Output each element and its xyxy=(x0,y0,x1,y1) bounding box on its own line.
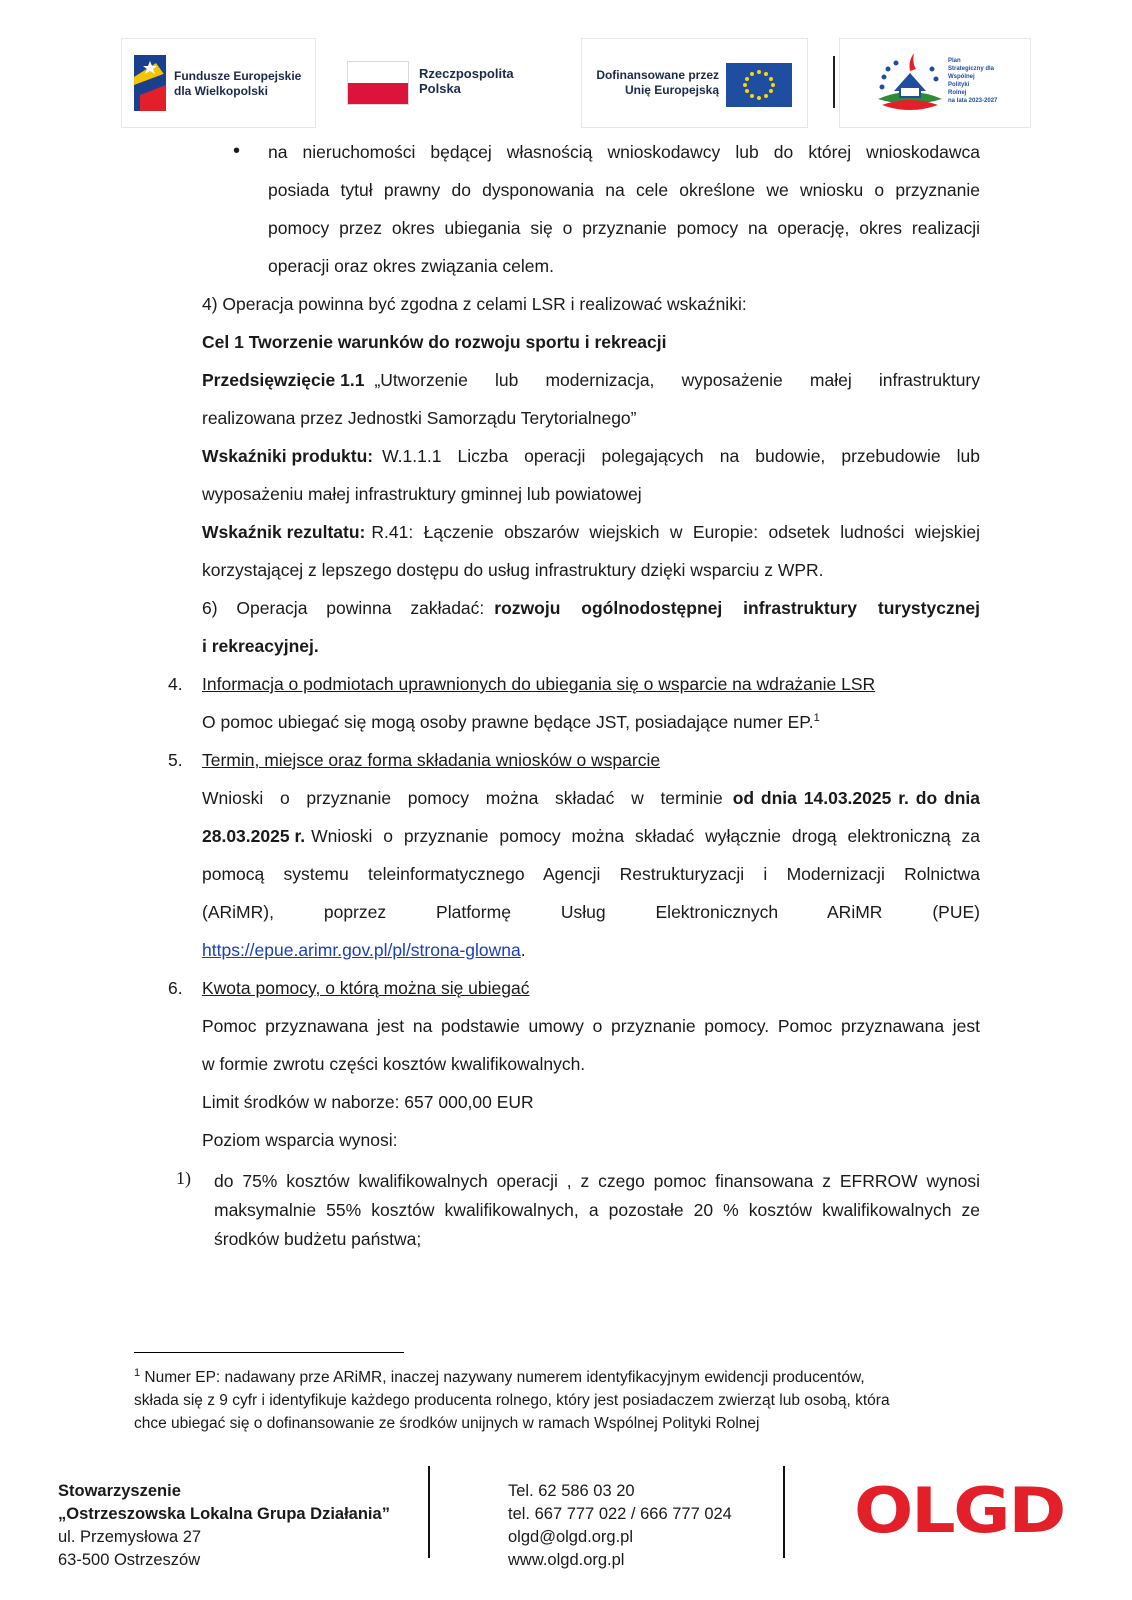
operation-6-line-1 xyxy=(202,597,980,619)
footnote-text-1: Numer EP: nadawany prze ARiMR, inaczej nazywany numerem identyfikacyjnym ewidencji producentów, xyxy=(140,1369,865,1386)
plan-strategiczny-label: Plan Strategiczny dla Wspólnej Polityki Rolnej na lata 2023-2027 xyxy=(948,58,998,104)
section-6-title: Kwota pomocy, o którą można się ubiegać xyxy=(202,978,530,998)
bullet-line: posiada tytuł prawny do dysponowania na cele określone we wniosku o przyznanie xyxy=(268,180,980,200)
footer-address-2: 63-500 Ostrzeszów xyxy=(58,1551,201,1569)
footnote-line-2: składa się z 9 cyfr i identyfikuje każdego producenta rolnego, który jest posiadaczem zwierząt lub osobą, która xyxy=(134,1392,890,1409)
section-5-line-2 xyxy=(202,825,980,847)
item-1-text-3: środków budżetu państwa; xyxy=(214,1229,422,1249)
footnote-ref[interactable]: 1 xyxy=(813,712,820,725)
section-6-limit: Limit środków w naborze: 657 000,00 EUR xyxy=(202,1092,534,1112)
olgd-logo xyxy=(852,1482,1066,1538)
wskaznik-rezultatu-label: Wskaźnik rezultatu: xyxy=(202,522,366,542)
wskazniki-produktu-text: W.1.1.1 Liczba operacji polegających na budowie, przebudowie lub xyxy=(382,446,980,466)
footer-org-name-1: Stowarzyszenie xyxy=(58,1482,181,1500)
section-6-poziom: Poziom wsparcia wynosi: xyxy=(202,1130,398,1150)
wskaznik-rezultatu-text: R.41: Łączenie obszarów wiejskich w Europie: odsetek ludności wiejskiej xyxy=(371,522,980,542)
olgd-logo-text: OLGD xyxy=(854,1482,1064,1538)
item-1-number: 1) xyxy=(176,1168,191,1188)
section-5-date-to: 28.03.2025 r. xyxy=(202,826,306,846)
footer-phone-2: tel. 667 777 022 / 666 777 024 xyxy=(508,1505,732,1523)
footer-org-name-2: „Ostrzeszowska Lokalna Grupa Działania” xyxy=(58,1505,390,1523)
bullet-line: pomocy przez okres ubiegania się o przyznanie pomocy na operację, okres realizacji xyxy=(268,218,980,238)
footer-contact xyxy=(508,1480,732,1572)
section-4-number: 4. xyxy=(168,674,183,694)
item-1-text-1: do 75% kosztów kwalifikowalnych operacji , z czego pomoc finansowana z EFRROW wynosi xyxy=(214,1171,980,1191)
przedsiewziecie-line-1 xyxy=(202,369,980,391)
section-6-number: 6. xyxy=(168,978,183,998)
przedsiewziecie-text-2: realizowana przez Jednostki Samorządu Terytorialnego” xyxy=(202,408,637,428)
section-5-title: Termin, miejsce oraz forma składania wniosków o wsparcie xyxy=(202,750,661,770)
footer-separator xyxy=(428,1466,430,1558)
rzeczpospolita-polska-label: Rzeczpospolita Polska xyxy=(419,66,514,96)
section-5-line-1 xyxy=(202,787,980,809)
bullet-line: operacji oraz okres związania celem. xyxy=(268,256,554,276)
section-5-link-line xyxy=(202,939,526,961)
section-4-text-line xyxy=(202,711,820,733)
operation-6-bold: rozwoju ogólnodostępnej infrastruktury turystycznej xyxy=(494,598,980,618)
section-6-text-1: Pomoc przyznawana jest na podstawie umowy o przyznanie pomocy. Pomoc przyznawana jest xyxy=(202,1016,980,1036)
bullet-icon: • xyxy=(233,140,241,162)
footnote-marker: 1 xyxy=(134,1366,141,1379)
wskaznik-rezultatu-line-1 xyxy=(202,521,980,543)
eu-cofinanced-label: Dofinansowane przez Unię Europejską xyxy=(596,68,719,97)
section-5-date-from: od dnia 14.03.2025 r. do dnia xyxy=(732,788,980,808)
footer-address-1: ul. Przemysłowa 27 xyxy=(58,1528,202,1546)
wskazniki-produktu-line-1 xyxy=(202,445,980,467)
operation-6-prefix: 6) Operacja powinna zakładać: xyxy=(202,598,485,618)
pue-link[interactable]: https://epue.arimr.gov.pl/pl/strona-glowna xyxy=(202,940,521,960)
cel-1-heading: Cel 1 Tworzenie warunków do rozwoju sportu i rekreacji xyxy=(202,332,667,352)
footnote-separator xyxy=(134,1352,404,1353)
section-4-title: Informacja o podmiotach uprawnionych do ubiegania się o wsparcie na wdrażanie LSR xyxy=(202,674,876,694)
footer-organization xyxy=(58,1480,390,1572)
operation-4-text: 4) Operacja powinna być zgodna z celami LSR i realizować wskaźniki: xyxy=(202,294,747,314)
item-1-text-2: maksymalnie 55% kosztów kwalifikowalnych, a pozostałe 20 % kosztów kwalifikowalnych ze xyxy=(214,1200,980,1220)
wskaznik-rezultatu-text-2: korzystającej z lepszego dostępu do usług infrastruktury dzięki wsparciu z WPR. xyxy=(202,560,824,580)
przedsiewziecie-label: Przedsięwzięcie 1.1 xyxy=(202,370,365,390)
przedsiewziecie-text: „Utworzenie lub modernizacja, wyposażenie małej infrastruktury xyxy=(374,370,980,390)
footnote-line-3: chce ubiegać się o dofinansowanie ze środków unijnych w ramach Wspólnej Polityki Rolnej xyxy=(134,1415,760,1432)
footnote-line-1 xyxy=(134,1367,865,1388)
operation-6-bold-2: i rekreacyjnej. xyxy=(202,636,319,656)
section-4-text: O pomoc ubiegać się mogą osoby prawne będące JST, posiadające numer EP. xyxy=(202,712,814,732)
footer-phone-1: Tel. 62 586 03 20 xyxy=(508,1482,635,1500)
section-5-text-c: pomocą systemu teleinformatycznego Agencji Restrukturyzacji i Modernizacji Rolnictwa xyxy=(202,864,980,884)
link-suffix: . xyxy=(520,940,526,960)
fundusze-europejskie-label: Fundusze Europejskie dla Wielkopolski xyxy=(174,69,302,98)
footer-website[interactable]: www.olgd.org.pl xyxy=(508,1551,625,1569)
footer-separator xyxy=(783,1466,785,1558)
section-5-number: 5. xyxy=(168,750,183,770)
section-5-text-d: (ARiMR), poprzez Platformę Usług Elektronicznych ARiMR (PUE) xyxy=(202,902,980,922)
bullet-line: na nieruchomości będącej własnością wnioskodawcy lub do której wnioskodawca xyxy=(268,142,980,162)
section-5-text-a: Wnioski o przyznanie pomocy można składać w terminie xyxy=(202,788,723,808)
section-5-text-b: Wnioski o przyznanie pomocy można składać wyłącznie drogą elektroniczną za xyxy=(311,826,980,846)
footer-email[interactable]: olgd@olgd.org.pl xyxy=(508,1528,633,1546)
wskazniki-produktu-text-2: wyposażeniu małej infrastruktury gminnej lub powiatowej xyxy=(202,484,642,504)
wskazniki-produktu-label: Wskaźniki produktu: xyxy=(202,446,374,466)
section-6-text-2: w formie zwrotu części kosztów kwalifikowalnych. xyxy=(202,1054,586,1074)
